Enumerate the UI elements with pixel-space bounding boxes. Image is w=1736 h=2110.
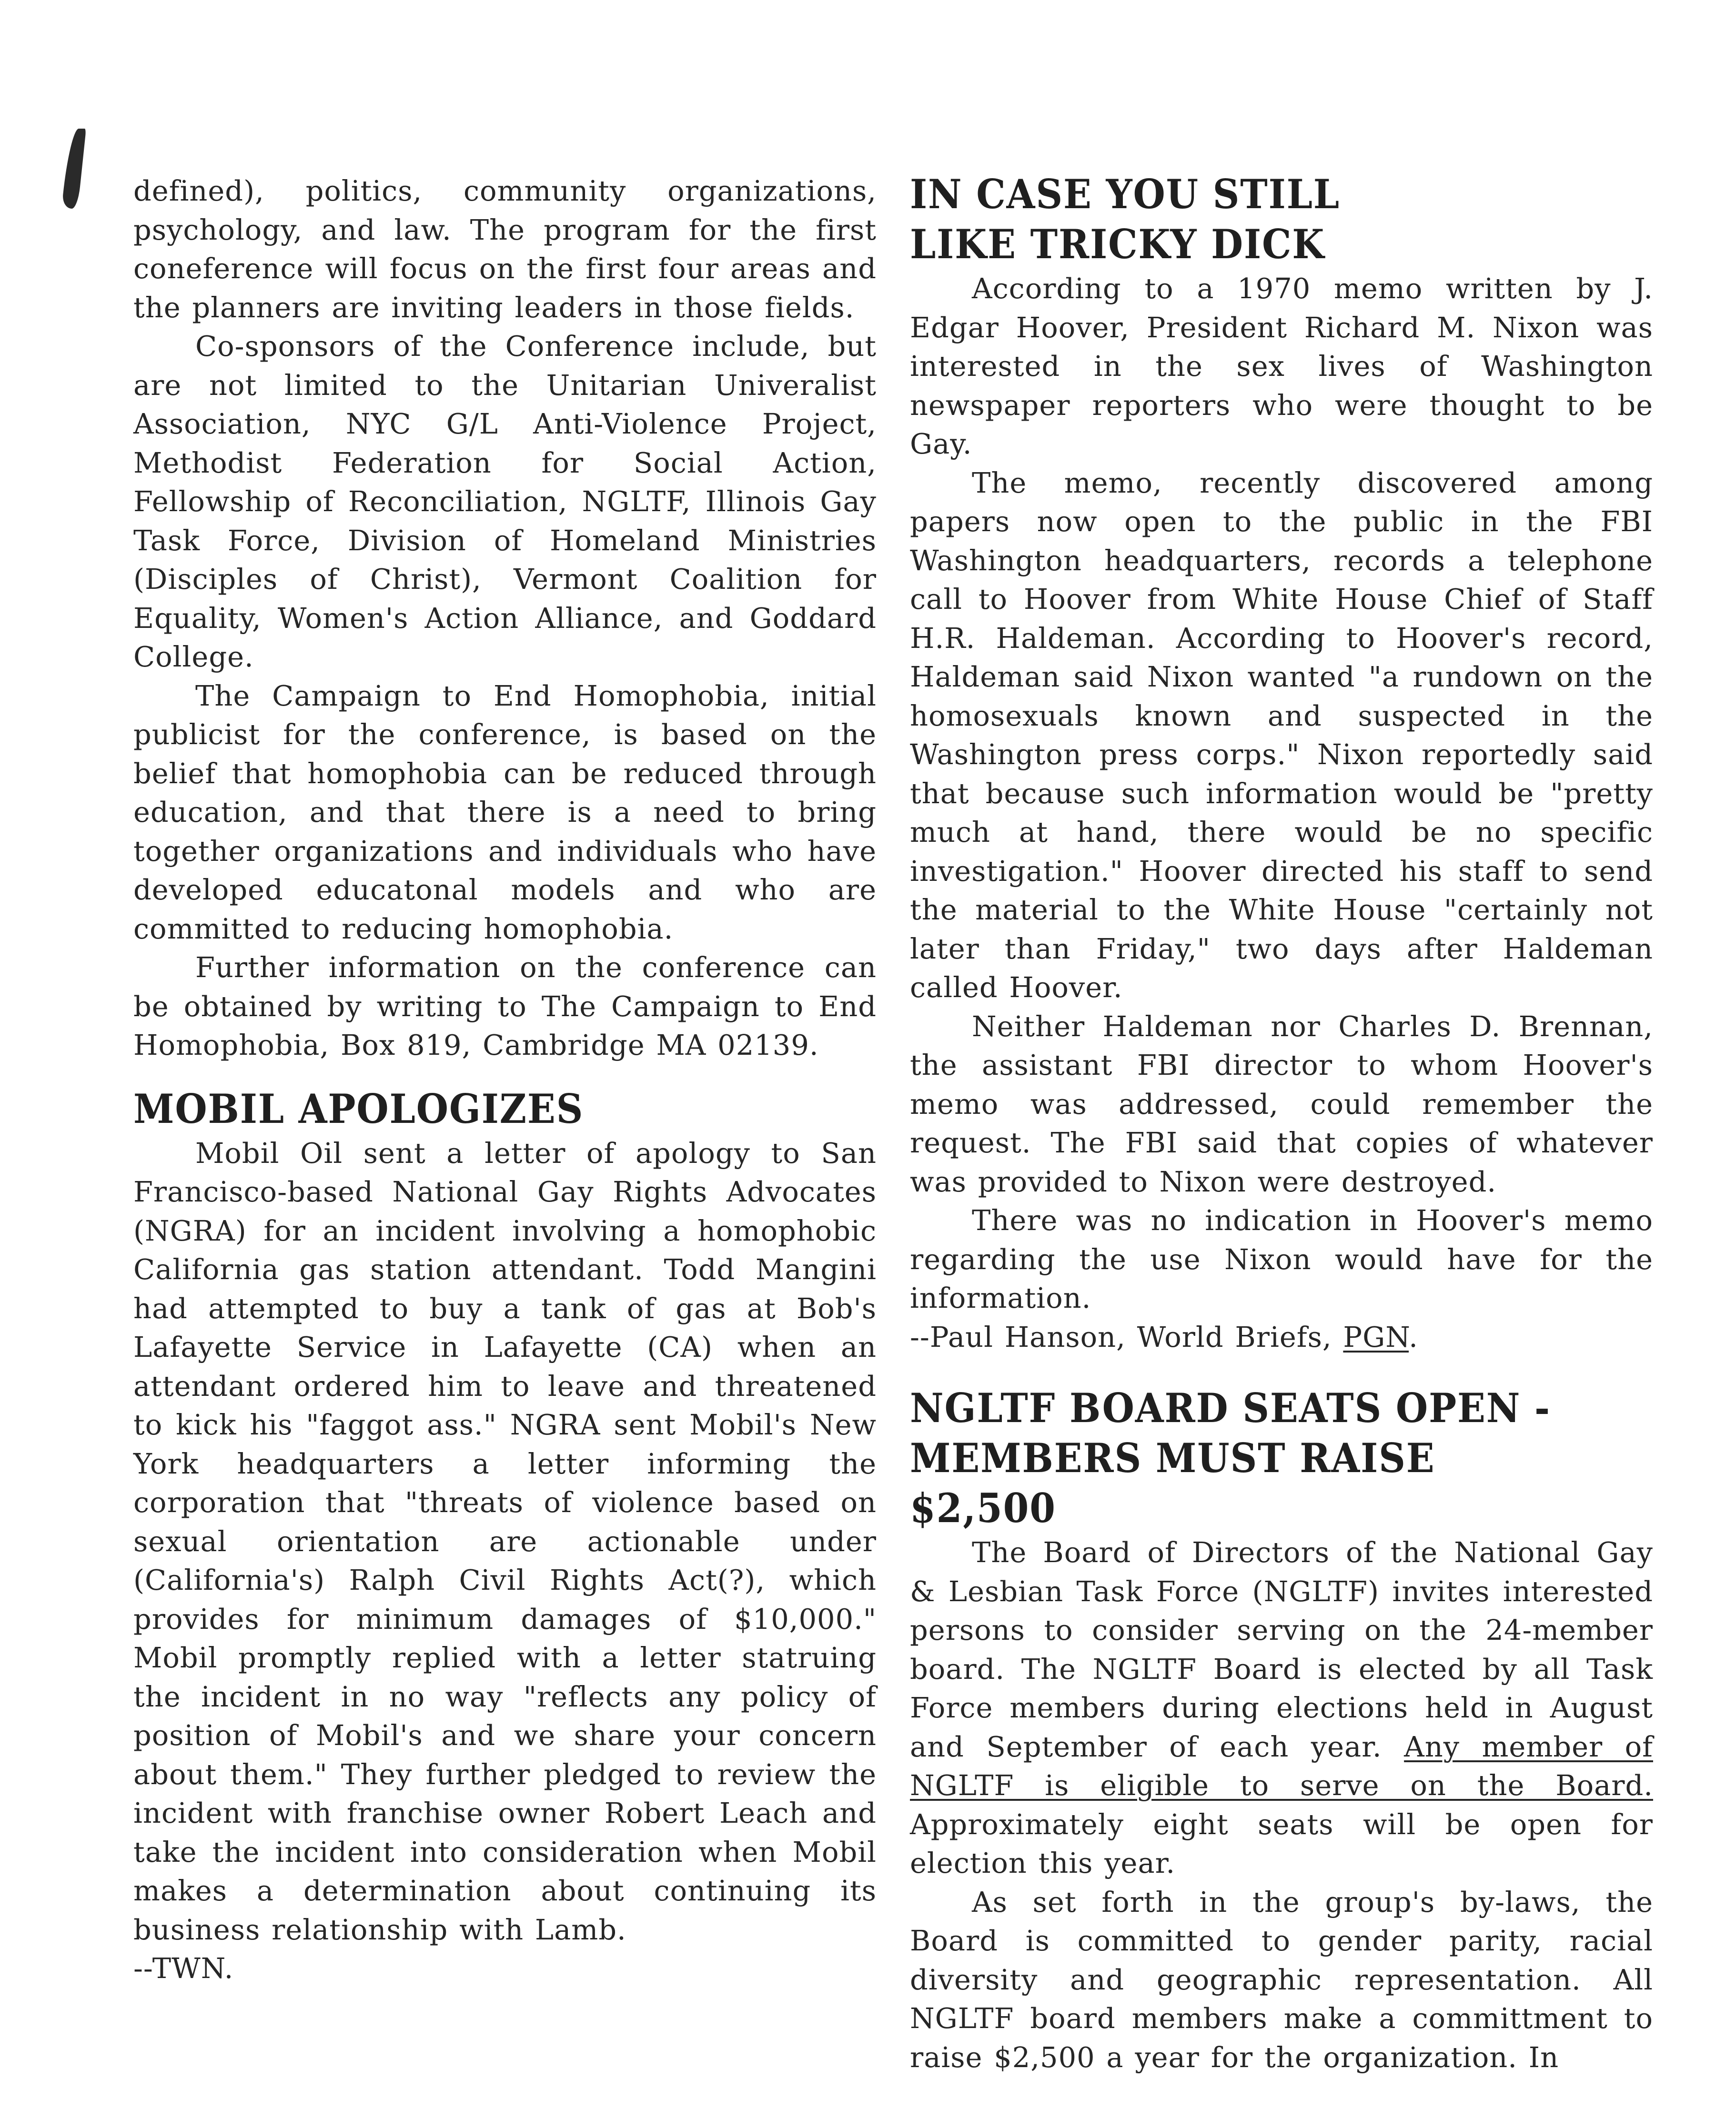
article-signature: --TWN. [133, 1952, 234, 1985]
paragraph: Neither Haldeman nor Charles D. Brennan, the assistant FBI director to whom Hoover's memo was addressed, could remember the request. The FBI said that copies of whatever was provided to Nixon were destroyed. [910, 1010, 1653, 1198]
paragraph: The memo, recently discovered among papers now open to the public in the FBI Washington headquarters, records a telephone call to Hoover from White House Chief of Staff H.R. Haldeman. According to Hoover's record, Haldeman said Nixon wanted "a rundown on the homosexuals known and suspected in the Washington press corps." Nixon reportedly said that because such information would be "pretty much at hand, there would be no specific investigation." Hoover directed his staff to send the material to the White House "certainly not later than Friday," two days after Haldeman called Hoover. [910, 466, 1653, 1004]
signature-source: PGN [1343, 1320, 1409, 1353]
article-signature [910, 1318, 1653, 1357]
signature-period: . [1409, 1320, 1418, 1353]
paragraph: As set forth in the group's by-laws, the Board is committed to gender parity, racial diversity and geographic representation. All NGLTF board members make a committment to raise $2,500 a year for the organization. In [910, 1885, 1653, 2074]
text-run: The Board of Directors of the National Gay & Lesbian Task Force (NGLTF) invites interested persons to consider serving on the 24-member board. The NGLTF Board is elected by all Task Force members during elections held in August and September of each year. [910, 1536, 1653, 1763]
scan-margin-mark [61, 129, 86, 209]
paragraph: According to a 1970 memo written by J. Edgar Hoover, President Richard M. Nixon was interested in the sex lives of Washington newspaper reporters who were thought to be Gay. [910, 272, 1653, 460]
right-column [910, 169, 1653, 2077]
headline-mobil-apologizes: MOBIL APOLOGIZES [133, 1085, 584, 1132]
headline-ngltf-line1: NGLTF BOARD SEATS OPEN - [910, 1384, 1551, 1432]
paragraph: defined), politics, community organizations, psychology, and law. The program for the first coneference will focus on the first four areas and the planners are inviting leaders in those fields. [133, 174, 877, 324]
left-column [133, 172, 877, 1988]
paragraph: The Campaign to End Homophobia, initial publicist for the conference, is based on the belief that homophobia can be reduced through education, and that there is a need to bring together organizations and individuals who have developed educatonal models and who are committed to reducing homophobia. [133, 679, 877, 945]
paragraph [910, 1533, 1653, 1883]
text-run: Approximately eight seats will be open for election this year. [910, 1807, 1653, 1879]
paragraph: Mobil Oil sent a letter of apology to San Francisco-based National Gay Rights Advocates (NGRA) for an incident involving a homophobic California gas station attendant. Todd Mangini had attempted to buy a tank of gas at Bob's Lafayette Service in Lafayette (CA) when an attendant ordered him to leave and threatened to kick his "faggot ass." NGRA sent Mobil's New York headquarters a letter informing the corporation that "threats of violence based on sexual orientation are actionable under (California's) Ralph Civil Rights Act(?), which provides for minimum damages of $10,000." Mobil promptly replied with a letter statruing the incident in no way "reflects any policy of position of Mobil's and we share your concern about them." They further pledged to review the incident with franchise owner Robert Leach and take the incident into consideration when Mobil makes a determination about continuing its business relationship with Lamb. [133, 1136, 877, 1946]
paragraph: Further information on the conference can be obtained by writing to The Campaign to End Homophobia, Box 819, Cambridge MA 02139. [133, 951, 877, 1061]
underlined-text: Any member of NGLTF is eligible to serve on the Board. [910, 1730, 1653, 1802]
headline-tricky-dick-line1: IN CASE YOU STILL [910, 171, 1340, 218]
paragraph: Co-sponsors of the Conference include, but are not limited to the Unitarian Univeralist Association, NYC G/L Anti-Violence Project, Methodist Federation for Social Action, Fellowship of Reconciliation, NGLTF, Illinois Gay Task Force, Division of Homeland Ministries (Disciples of Christ), Vermont Coalition for Equality, Women's Action Alliance, and Goddard College. [133, 330, 877, 673]
headline-ngltf-line2: MEMBERS MUST RAISE $2,500 [910, 1434, 1435, 1532]
signature-author: --Paul Hanson, World Briefs, [910, 1320, 1343, 1353]
headline-tricky-dick-line2: LIKE TRICKY DICK [910, 221, 1325, 268]
paragraph: There was no indication in Hoover's memo regarding the use Nixon would have for the information. [910, 1204, 1653, 1314]
